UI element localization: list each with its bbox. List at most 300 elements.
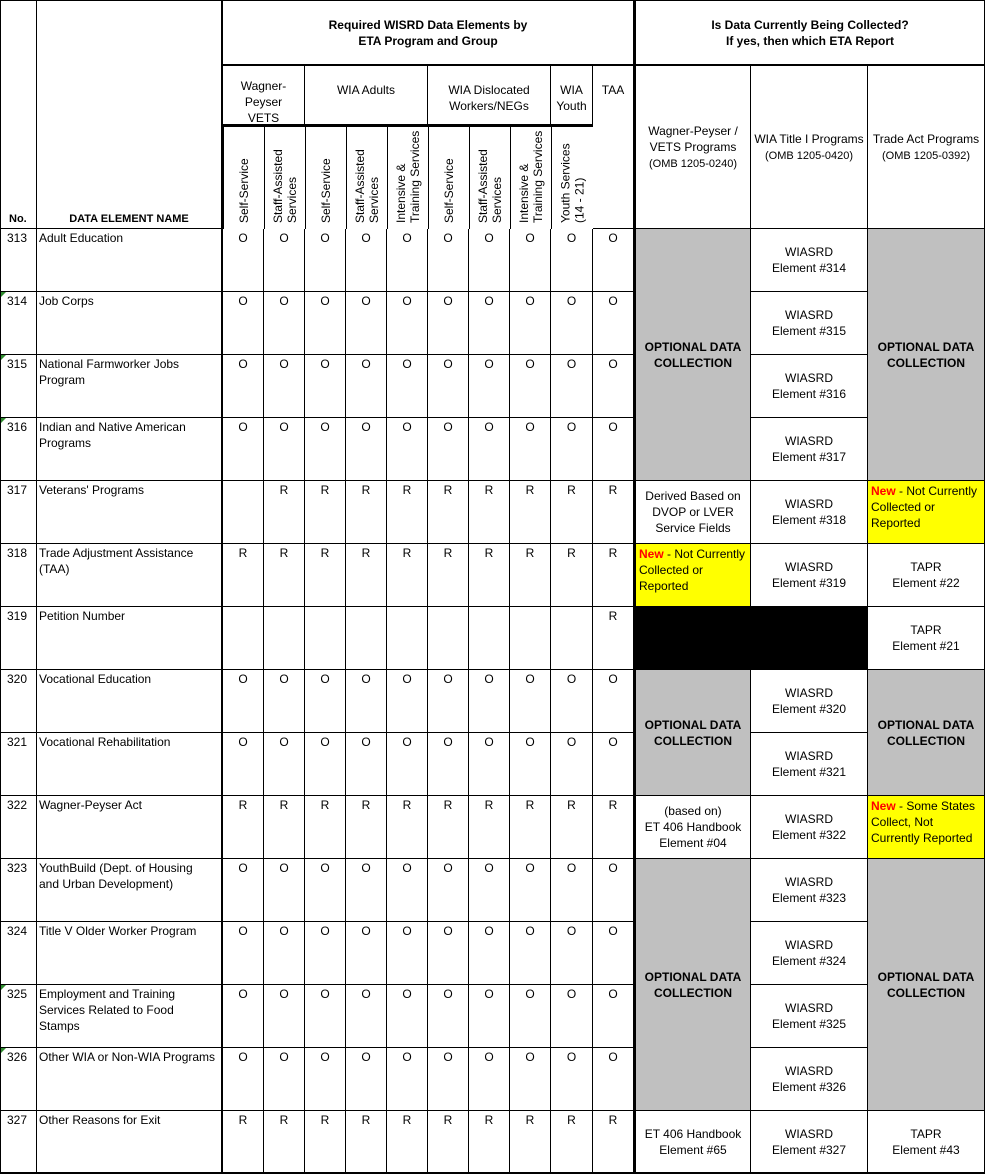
requirement-mark (428, 670, 469, 733)
requirement-mark (346, 859, 387, 922)
requirement-mark (469, 418, 510, 481)
requirement-mark-text: O (320, 294, 330, 308)
requirement-mark-text: O (443, 294, 453, 308)
requirement-mark-text: O (525, 231, 535, 245)
requirement-mark-text: O (402, 357, 412, 371)
wp-optional-block (634, 859, 751, 1111)
requirement-mark (223, 229, 264, 292)
requirement-mark-text: O (484, 357, 494, 371)
row-number (0, 985, 37, 1048)
requirement-mark-text: O (402, 987, 412, 1001)
trade-new-cell (868, 481, 985, 544)
requirement-mark-text: R (320, 546, 330, 560)
requirement-mark (264, 418, 305, 481)
requirement-mark (264, 229, 305, 292)
row-number (0, 796, 37, 859)
requirement-mark (428, 544, 469, 607)
subcolumn-header-label: Self-Service (442, 158, 456, 223)
requirement-mark (387, 544, 428, 607)
requirement-mark (305, 544, 346, 607)
requirement-mark-text: O (566, 924, 577, 938)
row-element-name-text: Other WIA or Non-WIA Programs (39, 1050, 216, 1064)
wia-report-text: WIASRD Element #319 (771, 560, 847, 590)
requirement-mark (510, 229, 551, 292)
requirement-mark (346, 229, 387, 292)
requirement-mark-text: R (402, 798, 412, 812)
requirement-mark (223, 418, 264, 481)
requirement-mark-text: O (402, 672, 412, 686)
wia-report-cell (751, 1111, 868, 1174)
requirement-mark-text: O (484, 294, 494, 308)
row-number-text: 318 (7, 546, 28, 560)
wia-report-cell (751, 985, 868, 1048)
requirement-mark-text: R (567, 1113, 576, 1127)
requirement-mark (593, 355, 634, 418)
subcolumn-header-7 (510, 126, 551, 229)
requirement-mark (593, 418, 634, 481)
requirement-mark (264, 607, 305, 670)
optional-label: OPTIONAL DATA COLLECTION (644, 339, 742, 370)
requirement-mark-text: R (608, 609, 618, 623)
row-element-name-text: Vocational Rehabilitation (39, 735, 171, 749)
requirement-mark-text: O (484, 987, 494, 1001)
element-name-header (37, 0, 223, 229)
requirement-mark-text: O (443, 420, 453, 434)
wia-report-text: WIASRD Element #320 (771, 686, 847, 716)
group-header-label: Wagner- Peyser VETS (240, 79, 287, 125)
requirement-mark (428, 607, 469, 670)
group-header-label: WIA Adults (336, 83, 396, 97)
requirement-mark (551, 229, 593, 292)
wia-report-cell (751, 418, 868, 481)
requirement-mark (264, 922, 305, 985)
required-elements-title-text: Required WISRD Data Elements by ETA Program and Group (328, 17, 528, 48)
requirement-mark (593, 292, 634, 355)
requirement-mark (305, 922, 346, 985)
requirement-mark-text: O (279, 357, 289, 371)
element-name-header-label: DATA ELEMENT NAME (69, 213, 189, 225)
requirement-mark-text: O (484, 672, 494, 686)
requirement-mark (223, 544, 264, 607)
requirement-mark (223, 733, 264, 796)
requirement-mark (551, 922, 593, 985)
required-elements-title (223, 0, 634, 66)
requirement-mark (387, 1048, 428, 1111)
group-header-label: WIA Dislocated Workers/NEGs (448, 83, 530, 113)
report-header-text (754, 131, 863, 164)
row-number-text: 324 (7, 924, 28, 938)
requirement-mark (264, 292, 305, 355)
requirement-mark (593, 670, 634, 733)
wia-report-cell (751, 481, 868, 544)
requirement-mark-text: O (279, 861, 289, 875)
new-flag: New (639, 547, 664, 561)
requirement-mark-text: O (279, 231, 289, 245)
requirement-mark (428, 229, 469, 292)
requirement-mark (551, 544, 593, 607)
trade-report-cell (868, 1111, 985, 1174)
row-number-text: 314 (7, 294, 28, 308)
requirement-mark (346, 355, 387, 418)
requirement-mark-text: O (608, 735, 618, 749)
requirement-mark-text: R (361, 546, 371, 560)
requirement-mark-text: O (279, 1050, 289, 1064)
requirement-mark (346, 985, 387, 1048)
wp-optional-block (634, 229, 751, 481)
subcolumn-header-0 (223, 126, 264, 229)
requirement-mark-text: O (525, 861, 535, 875)
requirement-mark-text: O (443, 231, 453, 245)
requirement-mark-text: R (484, 546, 494, 560)
subcolumn-header-4 (387, 126, 428, 229)
requirement-mark (510, 733, 551, 796)
trade-report-cell-text: TAPR Element #43 (892, 1126, 960, 1157)
requirement-mark (469, 544, 510, 607)
requirement-mark (264, 985, 305, 1048)
requirement-mark-text: O (402, 1050, 412, 1064)
wp-report-cell-text: Derived Based on DVOP or LVER Service Fields (645, 489, 741, 535)
requirement-mark-text: R (484, 483, 494, 497)
optional-label: OPTIONAL DATA COLLECTION (644, 717, 742, 748)
requirement-mark (346, 544, 387, 607)
requirement-mark-text: O (608, 231, 618, 245)
new-flag-detail: - Some States Collect, Not Currently Reported (871, 799, 976, 845)
row-number-text: 313 (7, 231, 28, 245)
report-header-1 (751, 66, 868, 229)
requirement-mark (387, 481, 428, 544)
trade-optional-block (868, 229, 985, 481)
requirement-mark (387, 922, 428, 985)
wp-report-cell-text: (based on) ET 406 Handbook Element #04 (644, 804, 742, 850)
requirement-mark (264, 1048, 305, 1111)
requirement-mark (469, 481, 510, 544)
requirement-mark-text: O (320, 861, 330, 875)
wia-report-cell (751, 733, 868, 796)
requirement-mark-text: O (443, 987, 453, 1001)
requirement-mark-text: O (566, 672, 577, 686)
optional-label: OPTIONAL DATA COLLECTION (877, 717, 975, 748)
subcolumn-header-5 (428, 126, 469, 229)
report-omb: (OMB 1205-0420) (764, 149, 854, 162)
wia-report-text: WIASRD Element #314 (771, 245, 847, 275)
subcolumn-header-label: Youth Services (14 - 21) (558, 143, 587, 223)
requirement-mark (387, 859, 428, 922)
row-element-name-text: Other Reasons for Exit (39, 1113, 161, 1127)
requirement-mark-text: O (279, 420, 289, 434)
requirement-mark (387, 292, 428, 355)
requirement-mark (428, 922, 469, 985)
wia-report-cell (751, 796, 868, 859)
wia-report-text: WIASRD Element #321 (771, 749, 847, 779)
requirement-mark-text: R (567, 798, 576, 812)
comment-marker (1, 292, 6, 297)
requirement-mark (469, 229, 510, 292)
wia-report-text: WIASRD Element #318 (771, 497, 847, 527)
requirement-mark (223, 1111, 264, 1174)
requirement-mark-text: O (608, 672, 618, 686)
trade-report-cell (868, 544, 985, 607)
wp-report-cell (634, 1111, 751, 1174)
requirement-mark (593, 733, 634, 796)
requirement-mark-text: R (238, 798, 248, 812)
row-element-name (37, 544, 223, 607)
requirement-mark (346, 670, 387, 733)
requirement-mark-text: R (525, 798, 535, 812)
requirement-mark (428, 733, 469, 796)
requirement-mark-text: O (443, 861, 453, 875)
requirement-mark (510, 355, 551, 418)
requirement-mark (551, 607, 593, 670)
row-number-text: 316 (7, 420, 28, 434)
requirement-mark (469, 859, 510, 922)
requirement-mark (387, 418, 428, 481)
requirement-mark-text: O (525, 420, 535, 434)
requirement-mark-text: R (279, 483, 289, 497)
requirement-mark-text: O (484, 861, 494, 875)
row-number-text: 322 (7, 798, 28, 812)
comment-marker (1, 985, 6, 990)
row-element-name (37, 355, 223, 418)
row-element-name-text: National Farmworker Jobs Program (39, 357, 180, 387)
requirement-mark (551, 670, 593, 733)
requirement-mark (305, 796, 346, 859)
requirement-mark-text: O (361, 420, 371, 434)
requirement-mark (551, 418, 593, 481)
requirement-mark-text: O (238, 735, 248, 749)
requirement-mark (223, 481, 264, 544)
report-header-0 (634, 66, 751, 229)
subcolumn-header-1 (264, 126, 305, 229)
requirement-mark-text: O (238, 672, 248, 686)
requirement-mark-text: O (525, 735, 535, 749)
wia-report-text: WIASRD Element #323 (771, 875, 847, 905)
trade-new-cell (868, 796, 985, 859)
requirement-mark (264, 733, 305, 796)
requirement-mark-text: O (525, 357, 535, 371)
trade-report-cell-text: TAPR Element #22 (892, 560, 960, 590)
requirement-mark-text: R (361, 483, 371, 497)
row-element-name-text: Petition Number (39, 609, 126, 623)
requirement-mark-text: O (279, 924, 289, 938)
subcolumn-header-label: Intensive & Training Services (394, 130, 422, 223)
requirement-mark-text: O (566, 231, 577, 245)
requirement-mark-text: O (608, 1050, 618, 1064)
requirement-mark-text: R (443, 1113, 453, 1127)
subcolumn-header-label: Self-Service (319, 158, 333, 223)
group-header-2 (428, 66, 551, 126)
requirement-mark-text: O (402, 924, 412, 938)
requirement-mark (469, 607, 510, 670)
requirement-mark (264, 544, 305, 607)
row-number-text: 326 (7, 1050, 28, 1064)
wia-report-cell (751, 670, 868, 733)
report-header-text (648, 123, 738, 172)
requirement-mark (305, 355, 346, 418)
requirement-mark (305, 607, 346, 670)
report-title: Wagner-Peyser / VETS Programs (648, 123, 738, 154)
row-element-name (37, 229, 223, 292)
requirement-mark (593, 1111, 634, 1174)
requirement-mark-text: O (361, 672, 371, 686)
optional-label: OPTIONAL DATA COLLECTION (877, 969, 975, 1000)
report-title: Trade Act Programs (872, 131, 980, 146)
requirement-mark (428, 1048, 469, 1111)
requirement-mark-text: O (566, 357, 577, 371)
requirement-mark (305, 985, 346, 1048)
row-element-name (37, 733, 223, 796)
requirement-mark-text: O (443, 924, 453, 938)
group-header-label: WIA Youth (556, 83, 587, 113)
requirement-mark (593, 481, 634, 544)
row-element-name-text: Indian and Native American Programs (39, 420, 186, 450)
requirement-mark (346, 796, 387, 859)
requirement-mark-text: O (320, 357, 330, 371)
trade-report-cell-text: TAPR Element #21 (892, 623, 960, 653)
requirement-mark (223, 670, 264, 733)
requirement-mark (510, 859, 551, 922)
requirement-mark (510, 1111, 551, 1174)
requirement-mark-text: O (238, 231, 248, 245)
no-header-label: No. (9, 213, 27, 225)
requirement-mark-text: R (238, 546, 248, 560)
row-number (0, 607, 37, 670)
requirement-mark-text: O (402, 420, 412, 434)
new-flag: New (871, 799, 896, 813)
subcolumn-header-label: Self-Service (237, 158, 251, 223)
row-number (0, 292, 37, 355)
requirement-mark (346, 922, 387, 985)
requirement-mark (387, 229, 428, 292)
requirement-mark (593, 607, 634, 670)
requirement-mark-text: O (279, 987, 289, 1001)
row-element-name-text: Employment and Training Services Related to Food Stamps (39, 987, 176, 1033)
trade-report-cell (868, 607, 985, 670)
requirement-mark-text: O (443, 357, 453, 371)
requirement-mark (593, 796, 634, 859)
requirement-mark-text: R (361, 1113, 371, 1127)
requirement-mark (428, 796, 469, 859)
wia-report-text: WIASRD Element #324 (771, 938, 847, 968)
requirement-mark-text: O (443, 735, 453, 749)
subcolumn-header-label: Intensive & Training Services (517, 130, 545, 223)
requirement-mark-text: O (484, 420, 494, 434)
requirement-mark (551, 355, 593, 418)
requirement-mark-text: R (279, 546, 289, 560)
requirement-mark-text: O (361, 735, 371, 749)
requirement-mark-text: O (608, 861, 618, 875)
wia-report-cell (751, 922, 868, 985)
requirement-mark-text: O (443, 672, 453, 686)
requirement-mark-text: O (320, 987, 330, 1001)
requirement-mark-text: O (320, 735, 330, 749)
row-element-name (37, 481, 223, 544)
requirement-mark-text: O (525, 1050, 535, 1064)
requirement-mark (305, 859, 346, 922)
not-applicable-block (634, 607, 868, 670)
report-header-text (873, 131, 979, 164)
wia-report-cell (751, 1048, 868, 1111)
requirement-mark (428, 481, 469, 544)
requirement-mark-text: O (566, 735, 577, 749)
row-number-text: 320 (7, 672, 28, 686)
row-number-text: 317 (7, 483, 28, 497)
subcolumn-header-label: Staff-Assisted Services (353, 149, 381, 223)
requirement-mark (469, 922, 510, 985)
row-number-text: 319 (7, 609, 28, 623)
requirement-mark-text: O (566, 1050, 577, 1064)
trade-optional-block (868, 859, 985, 1111)
requirement-mark-text: O (361, 357, 371, 371)
requirement-mark-text: R (608, 546, 618, 560)
requirement-mark-text: O (402, 231, 412, 245)
requirement-mark (428, 859, 469, 922)
requirement-mark (387, 670, 428, 733)
wia-report-cell (751, 859, 868, 922)
requirement-mark (223, 859, 264, 922)
row-element-name (37, 1111, 223, 1174)
row-element-name-text: YouthBuild (Dept. of Housing and Urban Development) (39, 861, 193, 891)
requirement-mark (223, 985, 264, 1048)
requirement-mark (428, 355, 469, 418)
requirement-mark (346, 1111, 387, 1174)
new-flag-detail: - Not Currently Collected or Reported (639, 547, 746, 593)
requirement-mark (510, 985, 551, 1048)
group-header-4 (593, 66, 634, 229)
requirement-mark-text: O (484, 1050, 494, 1064)
optional-label: OPTIONAL DATA COLLECTION (644, 969, 742, 1000)
requirement-mark-text: R (361, 798, 371, 812)
row-number (0, 733, 37, 796)
requirement-mark-text: O (402, 861, 412, 875)
requirement-mark (469, 1048, 510, 1111)
requirement-mark (551, 859, 593, 922)
requirement-mark-text: O (238, 1050, 248, 1064)
group-header-1 (305, 66, 428, 126)
requirement-mark (510, 481, 551, 544)
requirement-mark (510, 922, 551, 985)
requirement-mark (346, 418, 387, 481)
row-number (0, 544, 37, 607)
requirement-mark (223, 1048, 264, 1111)
requirement-mark (346, 1048, 387, 1111)
requirement-mark-text: O (443, 1050, 453, 1064)
wp-report-cell (634, 481, 751, 544)
requirement-mark (346, 481, 387, 544)
requirement-mark (551, 1111, 593, 1174)
wia-report-text: WIASRD Element #326 (771, 1064, 847, 1094)
requirement-mark (346, 292, 387, 355)
subcolumn-header-label: Staff-Assisted Services (271, 149, 299, 223)
requirement-mark-text: R (279, 1113, 289, 1127)
wia-report-text: WIASRD Element #325 (771, 1001, 847, 1031)
requirement-mark (387, 985, 428, 1048)
requirement-mark-text: O (279, 672, 289, 686)
comment-marker (1, 355, 6, 360)
requirement-mark-text: R (525, 483, 535, 497)
requirement-mark-text: O (279, 294, 289, 308)
subcolumn-header-8 (551, 126, 593, 229)
row-element-name-text: Title V Older Worker Program (39, 924, 197, 938)
subcolumn-header-2 (305, 126, 346, 229)
requirement-mark (593, 229, 634, 292)
requirement-mark (469, 733, 510, 796)
requirement-mark-text: O (361, 861, 371, 875)
requirement-mark (264, 796, 305, 859)
requirement-mark-text: O (402, 294, 412, 308)
requirement-mark-text: O (361, 294, 371, 308)
row-number (0, 922, 37, 985)
requirement-mark-text: R (402, 546, 412, 560)
